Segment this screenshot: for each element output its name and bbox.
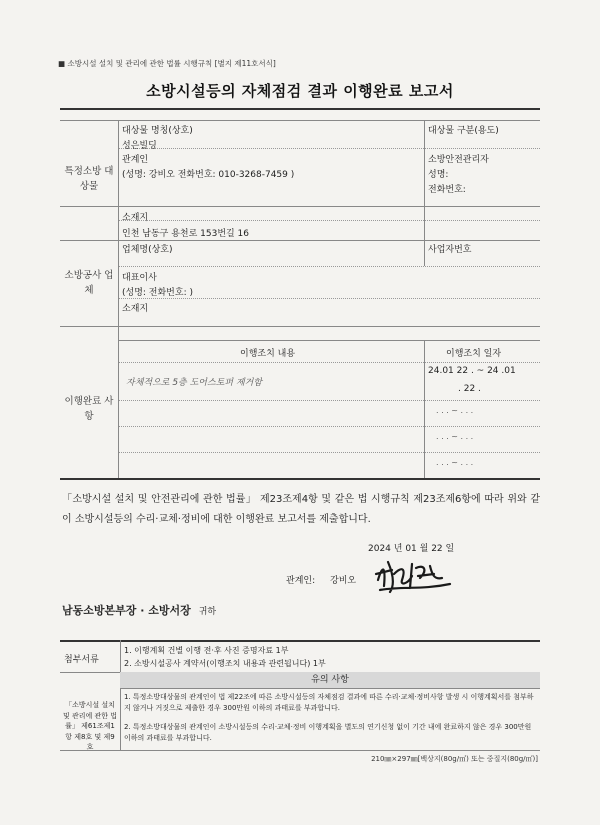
target-type-label: 대상물 구분(용도): [428, 126, 499, 136]
date-header: 이행조치 일자: [446, 349, 502, 359]
form-identifier: ■ 소방시설 설치 및 관리에 관한 법률 시행규칙 [별지 제11호서식]: [58, 59, 276, 68]
attachment-item: 2. 소방시설공사 계약서(이행조치 내용과 관련됩니다) 1부: [124, 659, 326, 668]
target-location-value: 인천 남동구 용천로 153번길 16: [122, 229, 250, 239]
notice-header: 유의 사항: [120, 672, 540, 688]
official-value: (성명: 강비오 전화번호: 010-3268-7459 ): [122, 170, 295, 180]
completion-date-1b: . 22 .: [458, 384, 481, 394]
target-name-value: 성은빌딩: [122, 141, 157, 151]
completion-content-1: 자체적으로 5층 도어스토퍼 제거함: [126, 378, 263, 388]
page-title: 소방시설등의 자체점검 결과 이행완료 보고서: [146, 82, 454, 100]
rule: [60, 478, 540, 480]
target-name-label: 대상물 명칭(상호): [122, 126, 193, 136]
rule: [60, 206, 540, 207]
rule: [424, 340, 425, 478]
notice-item-1: 1. 특정소방대상물의 관계인이 법 제22조에 따른 소방시설등의 자체점검 결과에 따른 수리·교체·정비사항 발생 시 이행계획서를 첨부하지 않거나 거짓으로 제출한 경우 300만원 이하의 과태료를 부과합니다.: [124, 693, 534, 712]
rule: [118, 148, 540, 149]
content-header: 이행조치 내용: [240, 349, 296, 359]
rule: [424, 240, 425, 266]
rule: [118, 120, 119, 478]
notice-law: 「소방시설 설치 및 관리에 관한 법률」 제61조제1항 제8호 및 제9호: [62, 701, 117, 751]
contractor-location-label: 소재지: [122, 304, 149, 314]
rule: [60, 640, 540, 642]
rule: [60, 108, 540, 110]
rule: [60, 240, 540, 241]
target-location-label: 소재지: [122, 213, 149, 223]
signer-name: 강비오: [330, 576, 357, 586]
attachment-item: 1. 이행계획 건별 이행 전·후 사진 증명자료 1부: [124, 646, 289, 655]
rule: [60, 120, 540, 121]
ceo-label: 대표이사: [122, 273, 157, 283]
bizno-label: 사업자번호: [428, 245, 472, 255]
rule: [118, 298, 540, 299]
manager-phone-label: 전화번호:: [428, 185, 466, 195]
rule: [118, 400, 540, 401]
rule: [118, 220, 540, 221]
signature-image: [372, 556, 456, 596]
completion-date-2: . . . ~ . . .: [436, 406, 474, 415]
rule: [118, 340, 540, 341]
company-label: 업체명(상호): [122, 245, 173, 255]
rule: [60, 750, 540, 751]
rule: [118, 362, 540, 363]
paper-spec: 210㎜×297㎜[백상지(80g/㎡) 또는 중질지(80g/㎡)]: [371, 755, 538, 763]
section-label-target: 특정소방 대상물: [64, 166, 114, 192]
completion-date-4: . . . ~ . . .: [436, 458, 474, 467]
attachments-label: 첨부서류: [64, 655, 99, 665]
official-label: 관계인: [122, 155, 149, 165]
rule: [118, 426, 540, 427]
section-label-contractor: 소방공사 업체: [64, 270, 114, 296]
section-label-completion: 이행완료 사항: [64, 396, 114, 422]
rule: [118, 266, 540, 267]
rule: [120, 640, 121, 750]
rule: [118, 452, 540, 453]
addressee-name: 남동소방본부장 · 소방서장: [62, 604, 191, 617]
rule: [60, 326, 540, 327]
fire-manager-label: 소방안전관리자: [428, 155, 489, 165]
signer-label: 관계인:: [286, 576, 316, 586]
manager-name-label: 성명:: [428, 170, 449, 180]
declaration-text: 「소방시설 설치 및 안전관리에 관한 법률」 제23조제4항 및 같은 법 시행규칙 제23조제6항에 따라 위와 같이 소방시설등의 수리·교체·정비에 대한 이행완료 보고서를 제출합니다.: [62, 494, 540, 525]
ceo-value: (성명: 전화번호: ): [122, 288, 193, 298]
submission-date: 2024 년 01 월 22 일: [368, 544, 455, 554]
completion-date-1a: 24.01 22 . ~ 24 .01: [428, 366, 516, 376]
rule: [424, 120, 425, 240]
completion-date-3: . . . ~ . . .: [436, 432, 474, 441]
addressee: [62, 602, 216, 618]
notice-item-2: 2. 특정소방대상물의 관계인이 소방시설등의 수리·교체·정비 이행계획을 별도의 연기신청 없이 기간 내에 완료하지 않은 경우 300만원 이하의 과태료를 부과합니다.: [124, 723, 532, 742]
addressee-suffix: 귀하: [198, 607, 217, 617]
rule: [120, 688, 540, 689]
